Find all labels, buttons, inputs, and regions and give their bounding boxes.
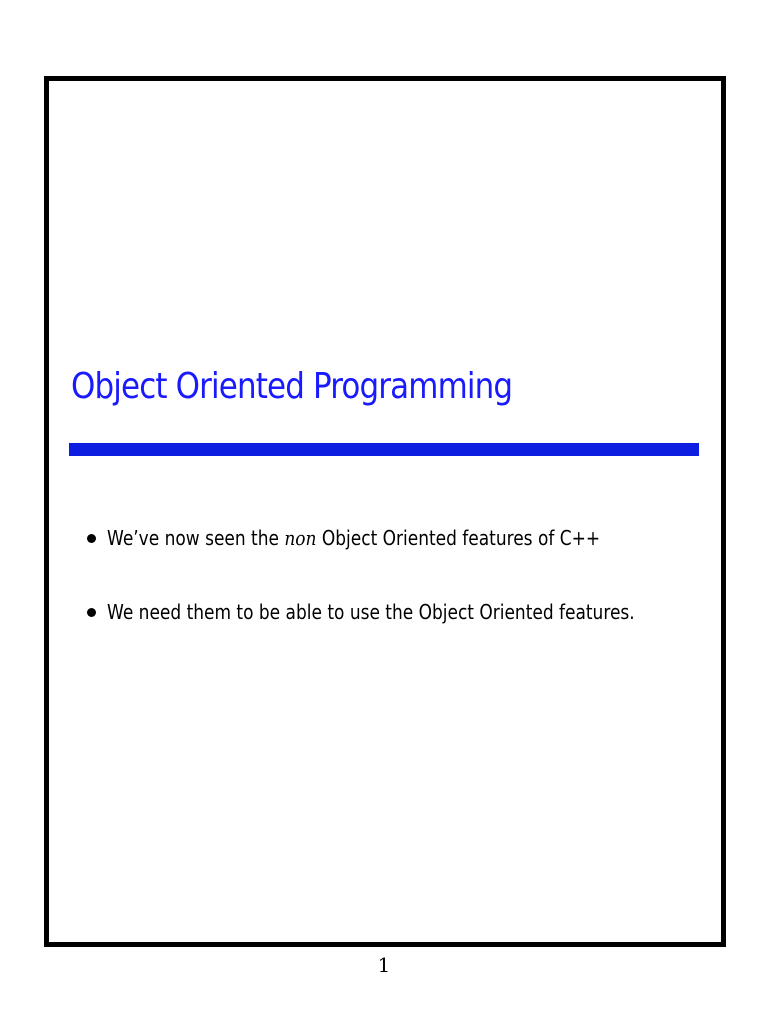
bullet-text-after: Object Oriented features of C++ — [316, 526, 601, 550]
page-number: 1 — [377, 953, 391, 977]
bullet-text — [107, 595, 635, 629]
bullet-text-before: We’ve now seen the — [107, 526, 285, 550]
slide-frame — [44, 76, 726, 947]
title-rule — [69, 443, 699, 456]
bullet-text-emphasis: non — [284, 526, 317, 550]
bullet-dot-icon — [87, 608, 96, 617]
bullet-text-before: We need them to be able to use the Object Oriented features. — [107, 600, 635, 624]
bullet-dot-icon — [87, 534, 96, 543]
slide-title: Object Oriented Programming — [71, 366, 513, 407]
bullet-text — [107, 521, 600, 555]
